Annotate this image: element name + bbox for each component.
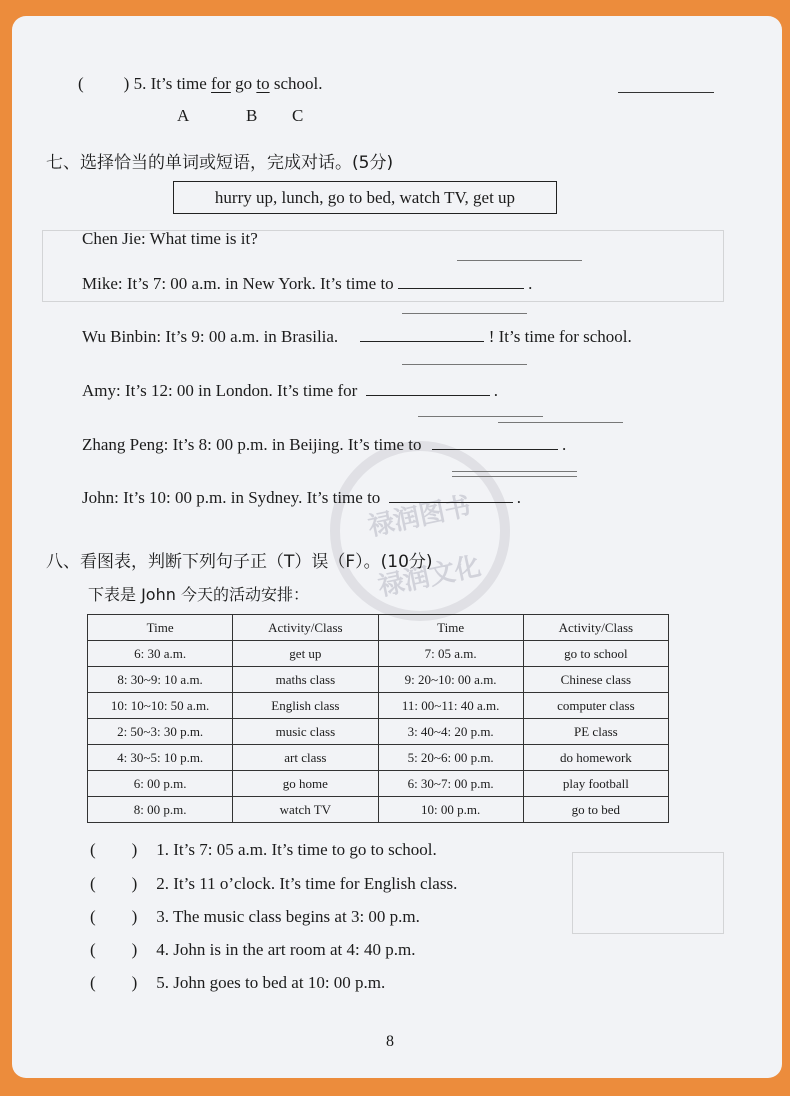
paren-open: ( [90, 907, 96, 926]
faint-line [402, 364, 527, 365]
table-cell: 9: 20~10: 00 a.m. [378, 667, 523, 693]
statement-number: 1. [156, 840, 169, 859]
statement-4 [90, 940, 415, 960]
dialogue-text: Mike: It’s 7: 00 a.m. in New York. It’s time to [82, 274, 394, 293]
schedule-table [87, 614, 669, 823]
table-cell: go to school [523, 641, 668, 667]
table-cell: go home [233, 771, 378, 797]
dialogue-line-amy [82, 379, 498, 401]
table-cell: 10: 00 p.m. [378, 797, 523, 823]
underlined-option-b: to [256, 74, 270, 93]
table-cell: do homework [523, 745, 668, 771]
header-time: Time [88, 615, 233, 641]
table-cell: 10: 10~10: 50 a.m. [88, 693, 233, 719]
paren-close: ) [131, 840, 138, 859]
table-cell: PE class [523, 719, 668, 745]
option-label-c: C [292, 106, 304, 125]
faint-line [452, 476, 577, 477]
paren-open: ( [90, 940, 96, 959]
table-row [88, 797, 669, 823]
header-time: Time [378, 615, 523, 641]
table-cell: 8: 30~9: 10 a.m. [88, 667, 233, 693]
statement-2 [90, 874, 457, 894]
answer-parens[interactable] [90, 840, 152, 860]
table-cell: 6: 30~7: 00 p.m. [378, 771, 523, 797]
table-cell: English class [233, 693, 378, 719]
faint-line [498, 422, 623, 423]
table-cell: play football [523, 771, 668, 797]
paren-open: ( [90, 840, 96, 859]
table-cell: go to bed [523, 797, 668, 823]
statement-text: The music class begins at 3: 00 p.m. [172, 907, 420, 926]
table-cell: 6: 30 a.m. [88, 641, 233, 667]
table-cell: 4: 30~5: 10 p.m. [88, 745, 233, 771]
statement-5 [90, 973, 385, 993]
dialogue-text: Zhang Peng: It’s 8: 00 p.m. in Beijing. It’s time to [82, 435, 422, 454]
statement-text: John goes to bed at 10: 00 p.m. [173, 973, 386, 992]
table-cell: 11: 00~11: 40 a.m. [378, 693, 523, 719]
answer-blank-5[interactable] [389, 486, 513, 503]
section-8-heading: 八、看图表，判断下列句子正（T）误（F）。(10分) [46, 552, 433, 572]
bleed-through-box [572, 852, 724, 934]
paren-close: ) [131, 907, 138, 926]
page-number: 8 [386, 1033, 394, 1050]
dialogue-line-zhang-peng [82, 433, 566, 455]
dialogue-end: . [493, 381, 499, 400]
section-8-intro: 下表是 John 今天的活动安排： [88, 585, 309, 604]
table-row [88, 693, 669, 719]
sentence-part-3: school. [269, 74, 323, 93]
dialogue-end: . [516, 488, 522, 507]
statement-text: John is in the art room at 4: 40 p.m. [173, 940, 416, 959]
table-row [88, 771, 669, 797]
faint-line [452, 471, 577, 472]
underlined-option-a: for [211, 74, 231, 93]
option-label-a: A [177, 106, 190, 125]
statement-number: 2. [156, 874, 169, 893]
section-7-heading: 七、选择恰当的单词或短语，完成对话。(5分) [46, 153, 394, 173]
option-label-b: B [246, 106, 258, 125]
paren-close: ) [123, 74, 130, 93]
paren-close: ) [131, 940, 138, 959]
answer-blank-2[interactable] [360, 325, 484, 342]
table-cell: watch TV [233, 797, 378, 823]
faint-line [418, 416, 543, 417]
statement-1 [90, 840, 437, 860]
header-activity: Activity/Class [233, 615, 378, 641]
dialogue-text: Amy: It’s 12: 00 in London. It’s time for [82, 381, 358, 400]
table-cell: 6: 00 p.m. [88, 771, 233, 797]
paren-open: ( [78, 74, 84, 93]
faint-line [457, 260, 582, 261]
statement-text: It’s 7: 05 a.m. It’s time to go to school. [173, 840, 437, 859]
table-cell: Chinese class [523, 667, 668, 693]
q-item-5 [78, 74, 323, 94]
answer-blank-1[interactable] [398, 272, 524, 289]
worksheet-page [12, 16, 782, 1078]
statement-3 [90, 907, 420, 927]
table-header-row [88, 615, 669, 641]
watermark-text-1: 禄润图书 [365, 491, 474, 543]
paren-close: ) [131, 874, 138, 893]
header-activity: Activity/Class [523, 615, 668, 641]
table-cell: 5: 20~6: 00 p.m. [378, 745, 523, 771]
table-cell: 3: 40~4: 20 p.m. [378, 719, 523, 745]
table-row [88, 641, 669, 667]
dialogue-end: . [562, 435, 567, 454]
answer-parens[interactable] [90, 907, 152, 927]
table-cell: 7: 05 a.m. [378, 641, 523, 667]
statement-text: It’s 11 o’clock. It’s time for English class. [173, 874, 458, 893]
dialogue-text: Wu Binbin: It’s 9: 00 a.m. in Brasilia. [82, 327, 339, 346]
dialogue-line-wu-binbin [82, 325, 632, 347]
answer-parens[interactable] [90, 940, 152, 960]
dialogue-end: ! It’s time for school. [488, 327, 632, 346]
table-cell: 2: 50~3: 30 p.m. [88, 719, 233, 745]
table-cell: maths class [233, 667, 378, 693]
paren-open: ( [90, 973, 96, 992]
statement-number: 4. [156, 940, 169, 959]
table-row [88, 667, 669, 693]
answer-parens[interactable] [90, 973, 152, 993]
table-cell: 8: 00 p.m. [88, 797, 233, 823]
table-cell: computer class [523, 693, 668, 719]
table-row [88, 745, 669, 771]
dialogue-end: . [528, 274, 533, 293]
word-bank: hurry up, lunch, go to bed, watch TV, get up [173, 181, 557, 214]
paren-open: ( [90, 874, 96, 893]
table-cell: art class [233, 745, 378, 771]
statement-number: 3. [156, 907, 169, 926]
sentence-part-1: It’s time [150, 74, 212, 93]
paren-close: ) [131, 973, 138, 992]
answer-parens[interactable] [90, 874, 152, 894]
item-number: 5. [133, 74, 147, 93]
dialogue-line-chen-jie: Chen Jie: What time is it? [82, 229, 258, 248]
table-row [88, 719, 669, 745]
table-cell: music class [233, 719, 378, 745]
answer-line[interactable] [618, 92, 714, 93]
sentence-part-2: go [230, 74, 257, 93]
answer-blank-4[interactable] [432, 433, 558, 450]
dialogue-line-john [82, 486, 521, 508]
table-cell: get up [233, 641, 378, 667]
dialogue-text: John: It’s 10: 00 p.m. in Sydney. It’s time to [82, 488, 381, 507]
faint-line [402, 313, 527, 314]
answer-blank-3[interactable] [366, 379, 490, 396]
watermark-text-2: 禄润文化 [375, 551, 484, 603]
statement-number: 5. [156, 973, 169, 992]
dialogue-line-mike [82, 272, 532, 294]
